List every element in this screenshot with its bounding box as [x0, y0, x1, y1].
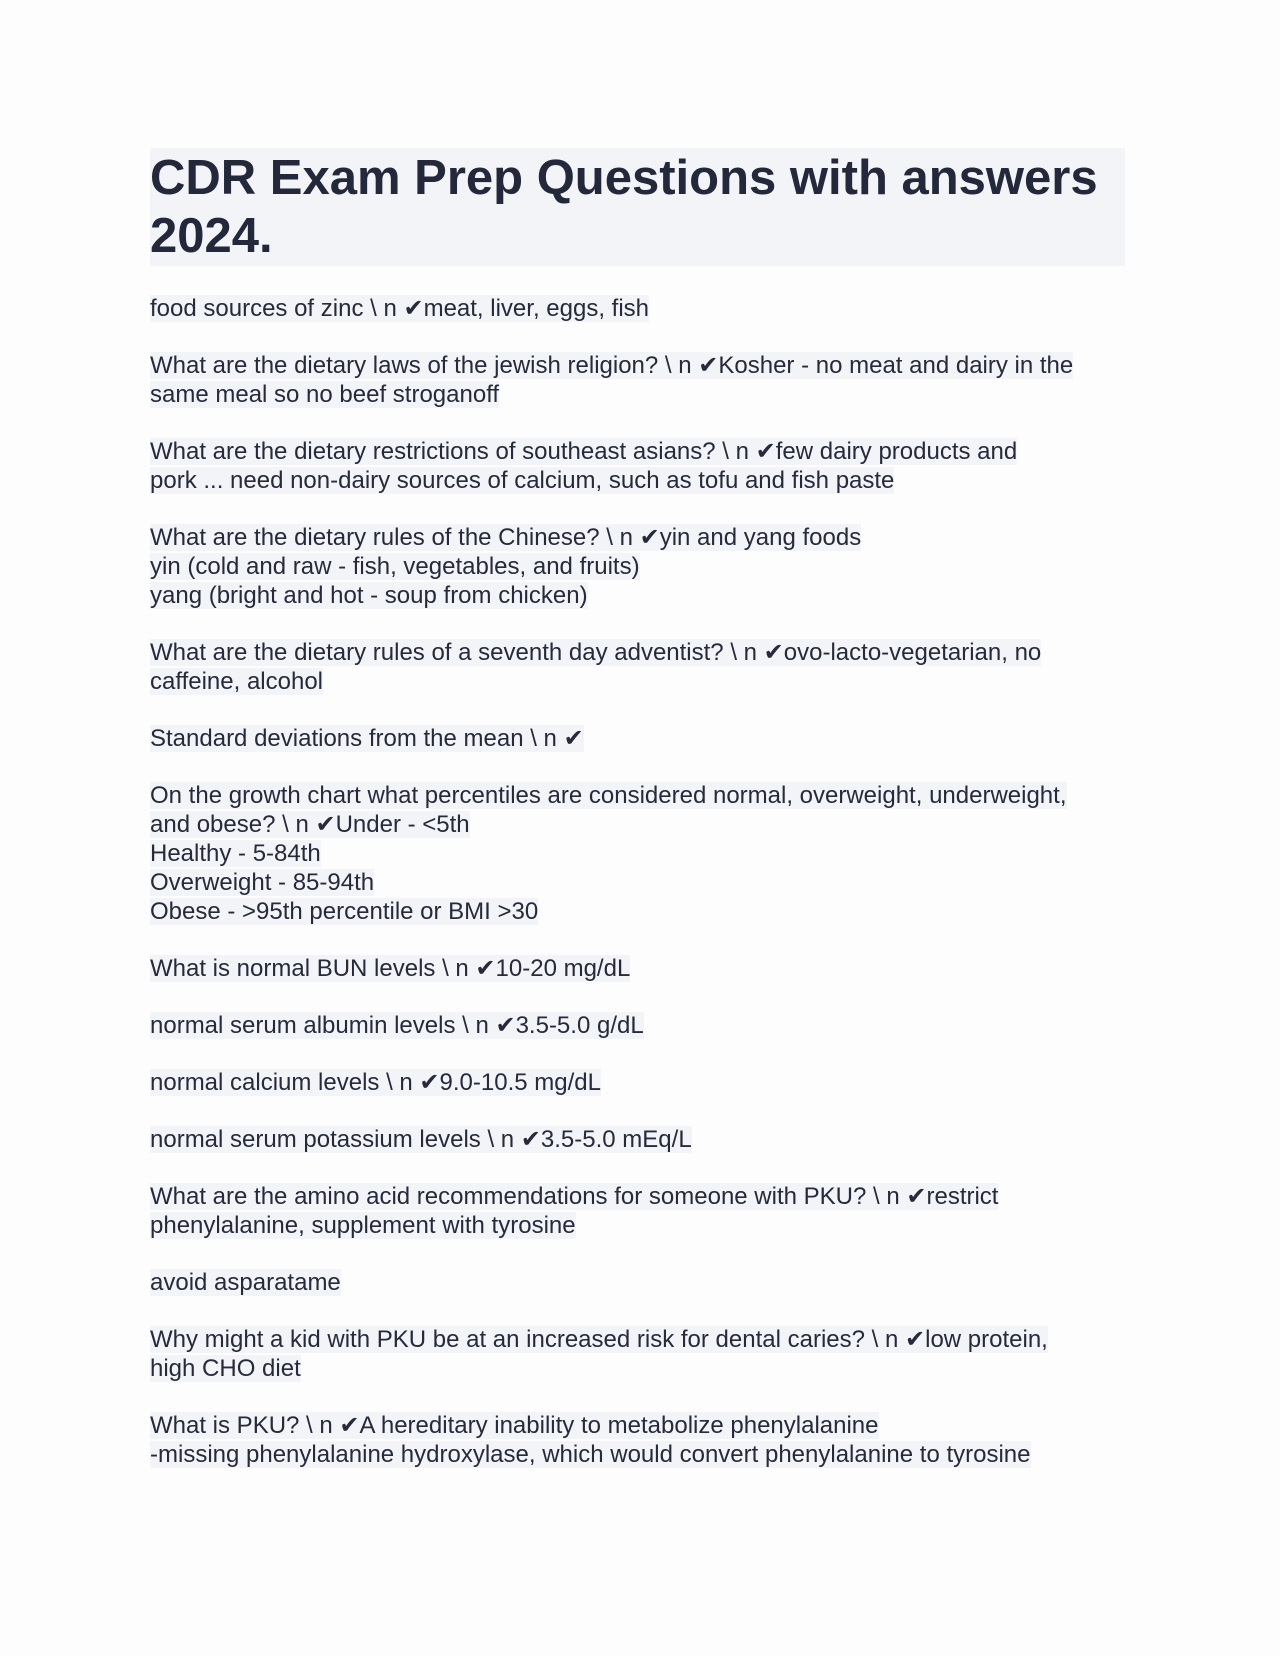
qa-entry	[150, 1125, 1130, 1154]
qa-line: What are the dietary restrictions of southeast asians? \ n ✔few dairy products and	[150, 438, 1018, 465]
qa-line: -missing phenylalanine hydroxylase, which would convert phenylalanine to tyrosine	[150, 1441, 1031, 1468]
document-page	[150, 148, 1130, 1469]
qa-line: Standard deviations from the mean \ n ✔	[150, 725, 584, 752]
qa-line: yin (cold and raw - fish, vegetables, and fruits)	[150, 553, 640, 580]
qa-entry	[150, 1011, 1130, 1040]
qa-line: and obese? \ n ✔Under - <5th	[150, 811, 470, 838]
qa-line: Healthy - 5-84th	[150, 840, 321, 867]
qa-entry	[150, 781, 1130, 926]
qa-line: What is PKU? \ n ✔A hereditary inability to metabolize phenylalanine	[150, 1412, 879, 1439]
qa-line: yang (bright and hot - soup from chicken)	[150, 582, 588, 609]
page-title: CDR Exam Prep Questions with answers 2024.	[150, 148, 1125, 266]
qa-entry	[150, 523, 1130, 610]
qa-line: normal serum potassium levels \ n ✔3.5-5.0 mEq/L	[150, 1126, 692, 1153]
qa-line: What is normal BUN levels \ n ✔10-20 mg/dL	[150, 955, 631, 982]
qa-line: same meal so no beef stroganoff	[150, 381, 500, 408]
qa-entry	[150, 954, 1130, 983]
qa-line: avoid asparatame	[150, 1269, 341, 1296]
qa-entry	[150, 351, 1130, 409]
qa-line: Why might a kid with PKU be at an increased risk for dental caries? \ n ✔low protein,	[150, 1326, 1048, 1353]
qa-line: What are the amino acid recommendations for someone with PKU? \ n ✔restrict	[150, 1183, 999, 1210]
qa-entry	[150, 638, 1130, 696]
qa-line: caffeine, alcohol	[150, 668, 324, 695]
qa-entry	[150, 294, 1130, 323]
qa-line: high CHO diet	[150, 1355, 301, 1382]
qa-line: phenylalanine, supplement with tyrosine	[150, 1212, 576, 1239]
qa-line: What are the dietary rules of a seventh day adventist? \ n ✔ovo-lacto-vegetarian, no	[150, 639, 1042, 666]
qa-line: What are the dietary laws of the jewish religion? \ n ✔Kosher - no meat and dairy in the	[150, 352, 1074, 379]
qa-line: Obese - >95th percentile or BMI >30	[150, 898, 539, 925]
qa-entry	[150, 1411, 1130, 1469]
qa-line: What are the dietary rules of the Chinese? \ n ✔yin and yang foods	[150, 524, 862, 551]
qa-entry	[150, 1068, 1130, 1097]
qa-entry	[150, 1325, 1130, 1383]
qa-line: pork ... need non-dairy sources of calcium, such as tofu and fish paste	[150, 467, 895, 494]
qa-line: food sources of zinc \ n ✔meat, liver, eggs, fish	[150, 295, 650, 322]
qa-entry	[150, 437, 1130, 495]
qa-entry	[150, 724, 1130, 753]
qa-line: normal calcium levels \ n ✔9.0-10.5 mg/dL	[150, 1069, 601, 1096]
qa-line: On the growth chart what percentiles are considered normal, overweight, underweight,	[150, 782, 1067, 809]
qa-list	[150, 294, 1130, 1469]
qa-line: normal serum albumin levels \ n ✔3.5-5.0 g/dL	[150, 1012, 644, 1039]
qa-line: Overweight - 85-94th	[150, 869, 375, 896]
qa-entry	[150, 1182, 1130, 1240]
qa-entry	[150, 1268, 1130, 1297]
